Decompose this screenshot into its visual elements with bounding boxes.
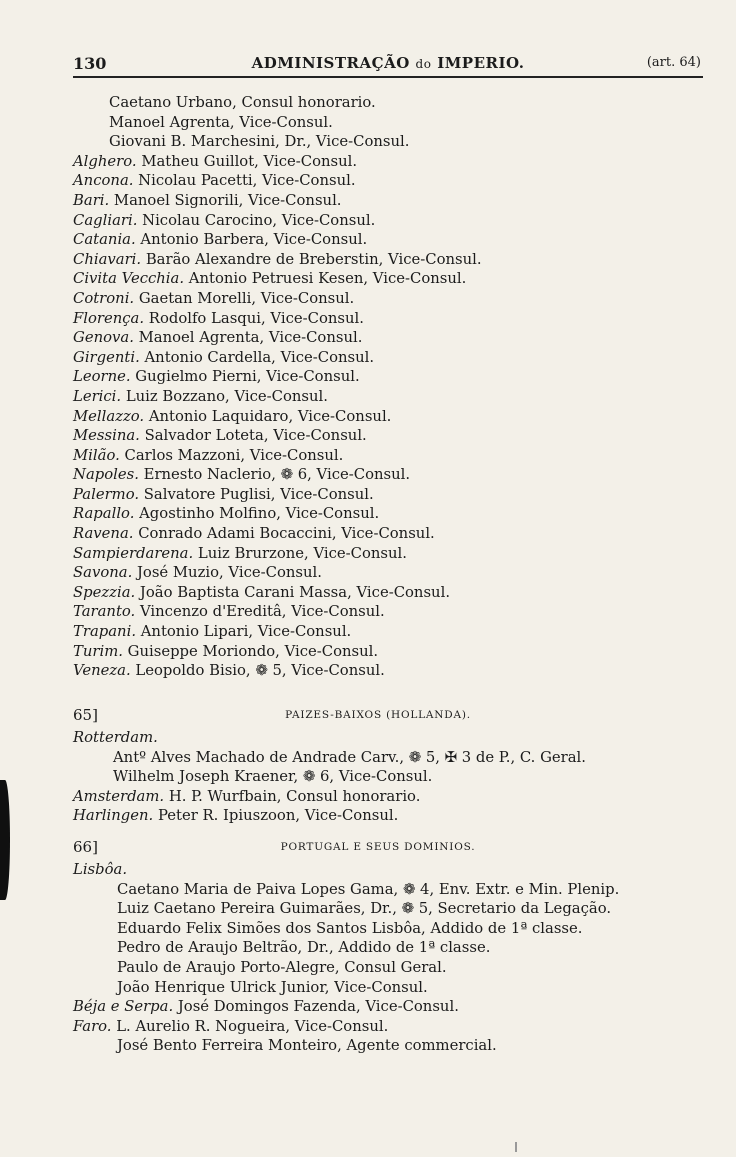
entry-text: Paulo de Araujo Porto-Alegre, Consul Geral. <box>117 958 447 976</box>
entry-line <box>73 485 713 505</box>
running-title <box>73 54 703 72</box>
place-name: Rapallo. <box>73 505 135 523</box>
entry-line <box>73 860 713 880</box>
place-name: Béja e Serpa. <box>73 998 174 1016</box>
entry-text: Wilhelm Joseph Kraener, ❁ 6, Vice-Consul. <box>113 768 433 786</box>
entry-text: Manoel Signorili, Vice-Consul. <box>109 191 342 209</box>
entry-line <box>73 958 713 978</box>
entry-text: Salvador Loteta, Vice-Consul. <box>139 427 367 445</box>
place-name: Trapani. <box>73 623 137 641</box>
entry-line <box>73 93 713 113</box>
entry-text: Peter R. Ipiuszoon, Vice-Consul. <box>153 807 399 825</box>
place-name: Taranto. <box>73 603 136 621</box>
entry-text: Salvatore Puglisi, Vice-Consul. <box>139 485 374 503</box>
place-name: Mellazzo. <box>73 407 145 425</box>
entry-text: Vincenzo d'Ereditâ, Vice-Consul. <box>135 603 385 621</box>
entry-line <box>73 465 713 485</box>
place-name: Napoles. <box>73 466 139 484</box>
entry-text: João Baptista Carani Massa, Vice-Consul. <box>135 583 451 601</box>
entry-line <box>73 191 713 211</box>
entry-line <box>73 504 713 524</box>
entry-text: Conrado Adami Bocaccini, Vice-Consul. <box>133 525 435 543</box>
entry-line <box>73 748 713 768</box>
entry-text: Carlos Mazzoni, Vice-Consul. <box>119 446 344 464</box>
place-name: Florença. <box>73 309 145 327</box>
entry-text: Nicolau Carocino, Vice-Consul. <box>137 211 376 229</box>
entry-line <box>73 211 713 231</box>
entry-line <box>73 602 713 622</box>
entry-line <box>73 328 713 348</box>
place-name: Ravena. <box>73 525 134 543</box>
place-name: Bari. <box>73 191 110 209</box>
entry-line <box>73 269 713 289</box>
place-name: Palermo. <box>73 485 140 503</box>
place-name: Faro. <box>73 1017 112 1035</box>
entry-line <box>73 919 713 939</box>
place-name: Genova. <box>73 329 134 347</box>
entry-line <box>73 880 713 900</box>
place-name: Lisbôa. <box>73 861 128 878</box>
entry-text: Antº Alves Machado de Andrade Carv., ❁ 5, ✠ 3 de P., C. Geral. <box>113 748 586 766</box>
title-part-a: ADMINISTRAÇÃO <box>251 54 410 72</box>
place-name: Harlingen. <box>73 807 154 825</box>
section-title: PAIZES-BAIXOS (HOLLANDA). <box>285 709 471 721</box>
entry-line <box>73 787 713 807</box>
place-name: Cotroni. <box>73 289 135 307</box>
section-heading <box>73 838 713 860</box>
entry-text: Matheu Guillot, Vice-Consul. <box>136 152 358 170</box>
entry-line <box>73 113 713 133</box>
entry-text: Luiz Caetano Pereira Guimarães, Dr., ❁ 5, Secretario da Legação. <box>117 900 612 918</box>
place-name: Civita Vecchia. <box>73 270 185 288</box>
entry-line <box>73 407 713 427</box>
entry-line <box>73 446 713 466</box>
entry-text: Antonio Petruesi Kesen, Vice-Consul. <box>184 270 467 288</box>
place-name: Lerici. <box>73 387 122 405</box>
entry-text: Giovani B. Marchesini, Dr., Vice-Consul. <box>109 133 410 151</box>
entry-text: Gugielmo Pierni, Vice-Consul. <box>130 368 360 386</box>
section-number: 65] <box>73 706 98 724</box>
place-name: Savona. <box>73 564 133 582</box>
entry-text: Caetano Urbano, Consul honorario. <box>109 94 376 111</box>
entry-text: José Muzio, Vice-Consul. <box>132 564 322 582</box>
entry-text: Rodolfo Lasqui, Vice-Consul. <box>144 309 364 327</box>
entry-line <box>73 978 713 998</box>
section-number: 66] <box>73 838 98 856</box>
place-name: Rotterdam. <box>73 729 158 746</box>
entry-line <box>73 1036 713 1056</box>
entry-line <box>73 132 713 152</box>
binding-shadow <box>0 780 10 900</box>
entry-text: Manoel Agrenta, Vice-Consul. <box>109 113 333 131</box>
entry-line <box>73 250 713 270</box>
entry-line <box>73 583 713 603</box>
entry-text: Luiz Bozzano, Vice-Consul. <box>121 387 328 405</box>
entry-line <box>73 997 713 1017</box>
section-title: PORTUGAL E SEUS DOMINIOS. <box>280 841 476 853</box>
place-name: Ancona. <box>73 172 134 190</box>
entry-line <box>73 938 713 958</box>
title-part-b: do <box>415 57 432 71</box>
italy-consulates-list <box>73 93 713 681</box>
entry-line <box>73 524 713 544</box>
entry-text: Ernesto Naclerio, ❁ 6, Vice-Consul. <box>138 466 411 484</box>
entry-text: João Henrique Ulrick Junior, Vice-Consul. <box>117 978 428 996</box>
entry-text: Eduardo Felix Simões dos Santos Lisbôa, Addido de 1ª classe. <box>117 919 583 937</box>
entry-line <box>73 171 713 191</box>
entry-text: José Bento Ferreira Monteiro, Agente commercial. <box>117 1037 497 1055</box>
running-header <box>73 50 703 78</box>
entry-text: Gaetan Morelli, Vice-Consul. <box>134 289 355 307</box>
entry-line <box>73 1017 713 1037</box>
paper-speck <box>515 1142 517 1152</box>
entry-text: Antonio Cardella, Vice-Consul. <box>139 348 375 366</box>
entry-line <box>73 899 713 919</box>
entry-text: Pedro de Araujo Beltrão, Dr., Addido de 1ª classe. <box>117 939 491 957</box>
entry-text: H. P. Wurfbain, Consul honorario. <box>164 787 421 805</box>
place-name: Veneza. <box>73 662 131 680</box>
entry-text: Caetano Maria de Paiva Lopes Gama, ❁ 4, Env. Extr. e Min. Plenip. <box>117 880 620 898</box>
entry-line <box>73 544 713 564</box>
entry-line <box>73 289 713 309</box>
entry-line <box>73 152 713 172</box>
entry-text: Nicolau Pacetti, Vice-Consul. <box>133 172 356 190</box>
page-number: 130 <box>73 54 107 73</box>
entry-line <box>73 806 713 826</box>
entry-text: L. Aurelio R. Nogueira, Vice-Consul. <box>111 1017 389 1035</box>
entry-text: Leopoldo Bisio, ❁ 5, Vice-Consul. <box>130 662 385 680</box>
entry-text: Antonio Barbera, Vice-Consul. <box>135 231 368 249</box>
entry-line <box>73 348 713 368</box>
place-name: Girgenti. <box>73 348 140 366</box>
place-name: Sampierdarena. <box>73 544 194 562</box>
entry-text: Manoel Agrenta, Vice-Consul. <box>133 329 363 347</box>
entry-text: Antonio Laquidaro, Vice-Consul. <box>144 407 392 425</box>
place-name: Messina. <box>73 427 140 445</box>
place-name: Cagliari. <box>73 211 138 229</box>
place-name: Spezzia. <box>73 583 136 601</box>
entry-line <box>73 661 713 681</box>
section-65 <box>73 706 713 826</box>
article-reference: (art. 64) <box>646 55 701 70</box>
entry-line <box>73 367 713 387</box>
place-name: Leorne. <box>73 368 131 386</box>
entry-line <box>73 563 713 583</box>
place-name: Chiavari. <box>73 250 142 268</box>
entry-line <box>73 309 713 329</box>
entry-line <box>73 642 713 662</box>
place-name: Milão. <box>73 446 120 464</box>
entry-text: Luiz Brurzone, Vice-Consul. <box>193 544 407 562</box>
entry-text: Guiseppe Moriondo, Vice-Consul. <box>122 642 379 660</box>
entry-text: Barão Alexandre de Breberstin, Vice-Consul. <box>141 250 482 268</box>
section-heading <box>73 706 713 728</box>
place-name: Turim. <box>73 642 123 660</box>
section-entries <box>73 860 713 1056</box>
section-entries <box>73 728 713 826</box>
place-name: Amsterdam. <box>73 787 165 805</box>
section-66 <box>73 838 713 1056</box>
place-name: Catania. <box>73 231 136 249</box>
place-name: Alghero. <box>73 152 137 170</box>
entry-line <box>73 387 713 407</box>
title-part-c: IMPERIO. <box>437 54 525 72</box>
entry-text: Antonio Lipari, Vice-Consul. <box>136 623 352 641</box>
entry-line <box>73 728 713 748</box>
entry-line <box>73 622 713 642</box>
entry-line <box>73 230 713 250</box>
entry-line <box>73 767 713 787</box>
entry-text: Agostinho Molfino, Vice-Consul. <box>134 505 380 523</box>
entry-line <box>73 426 713 446</box>
entry-text: José Domingos Fazenda, Vice-Consul. <box>173 998 459 1016</box>
